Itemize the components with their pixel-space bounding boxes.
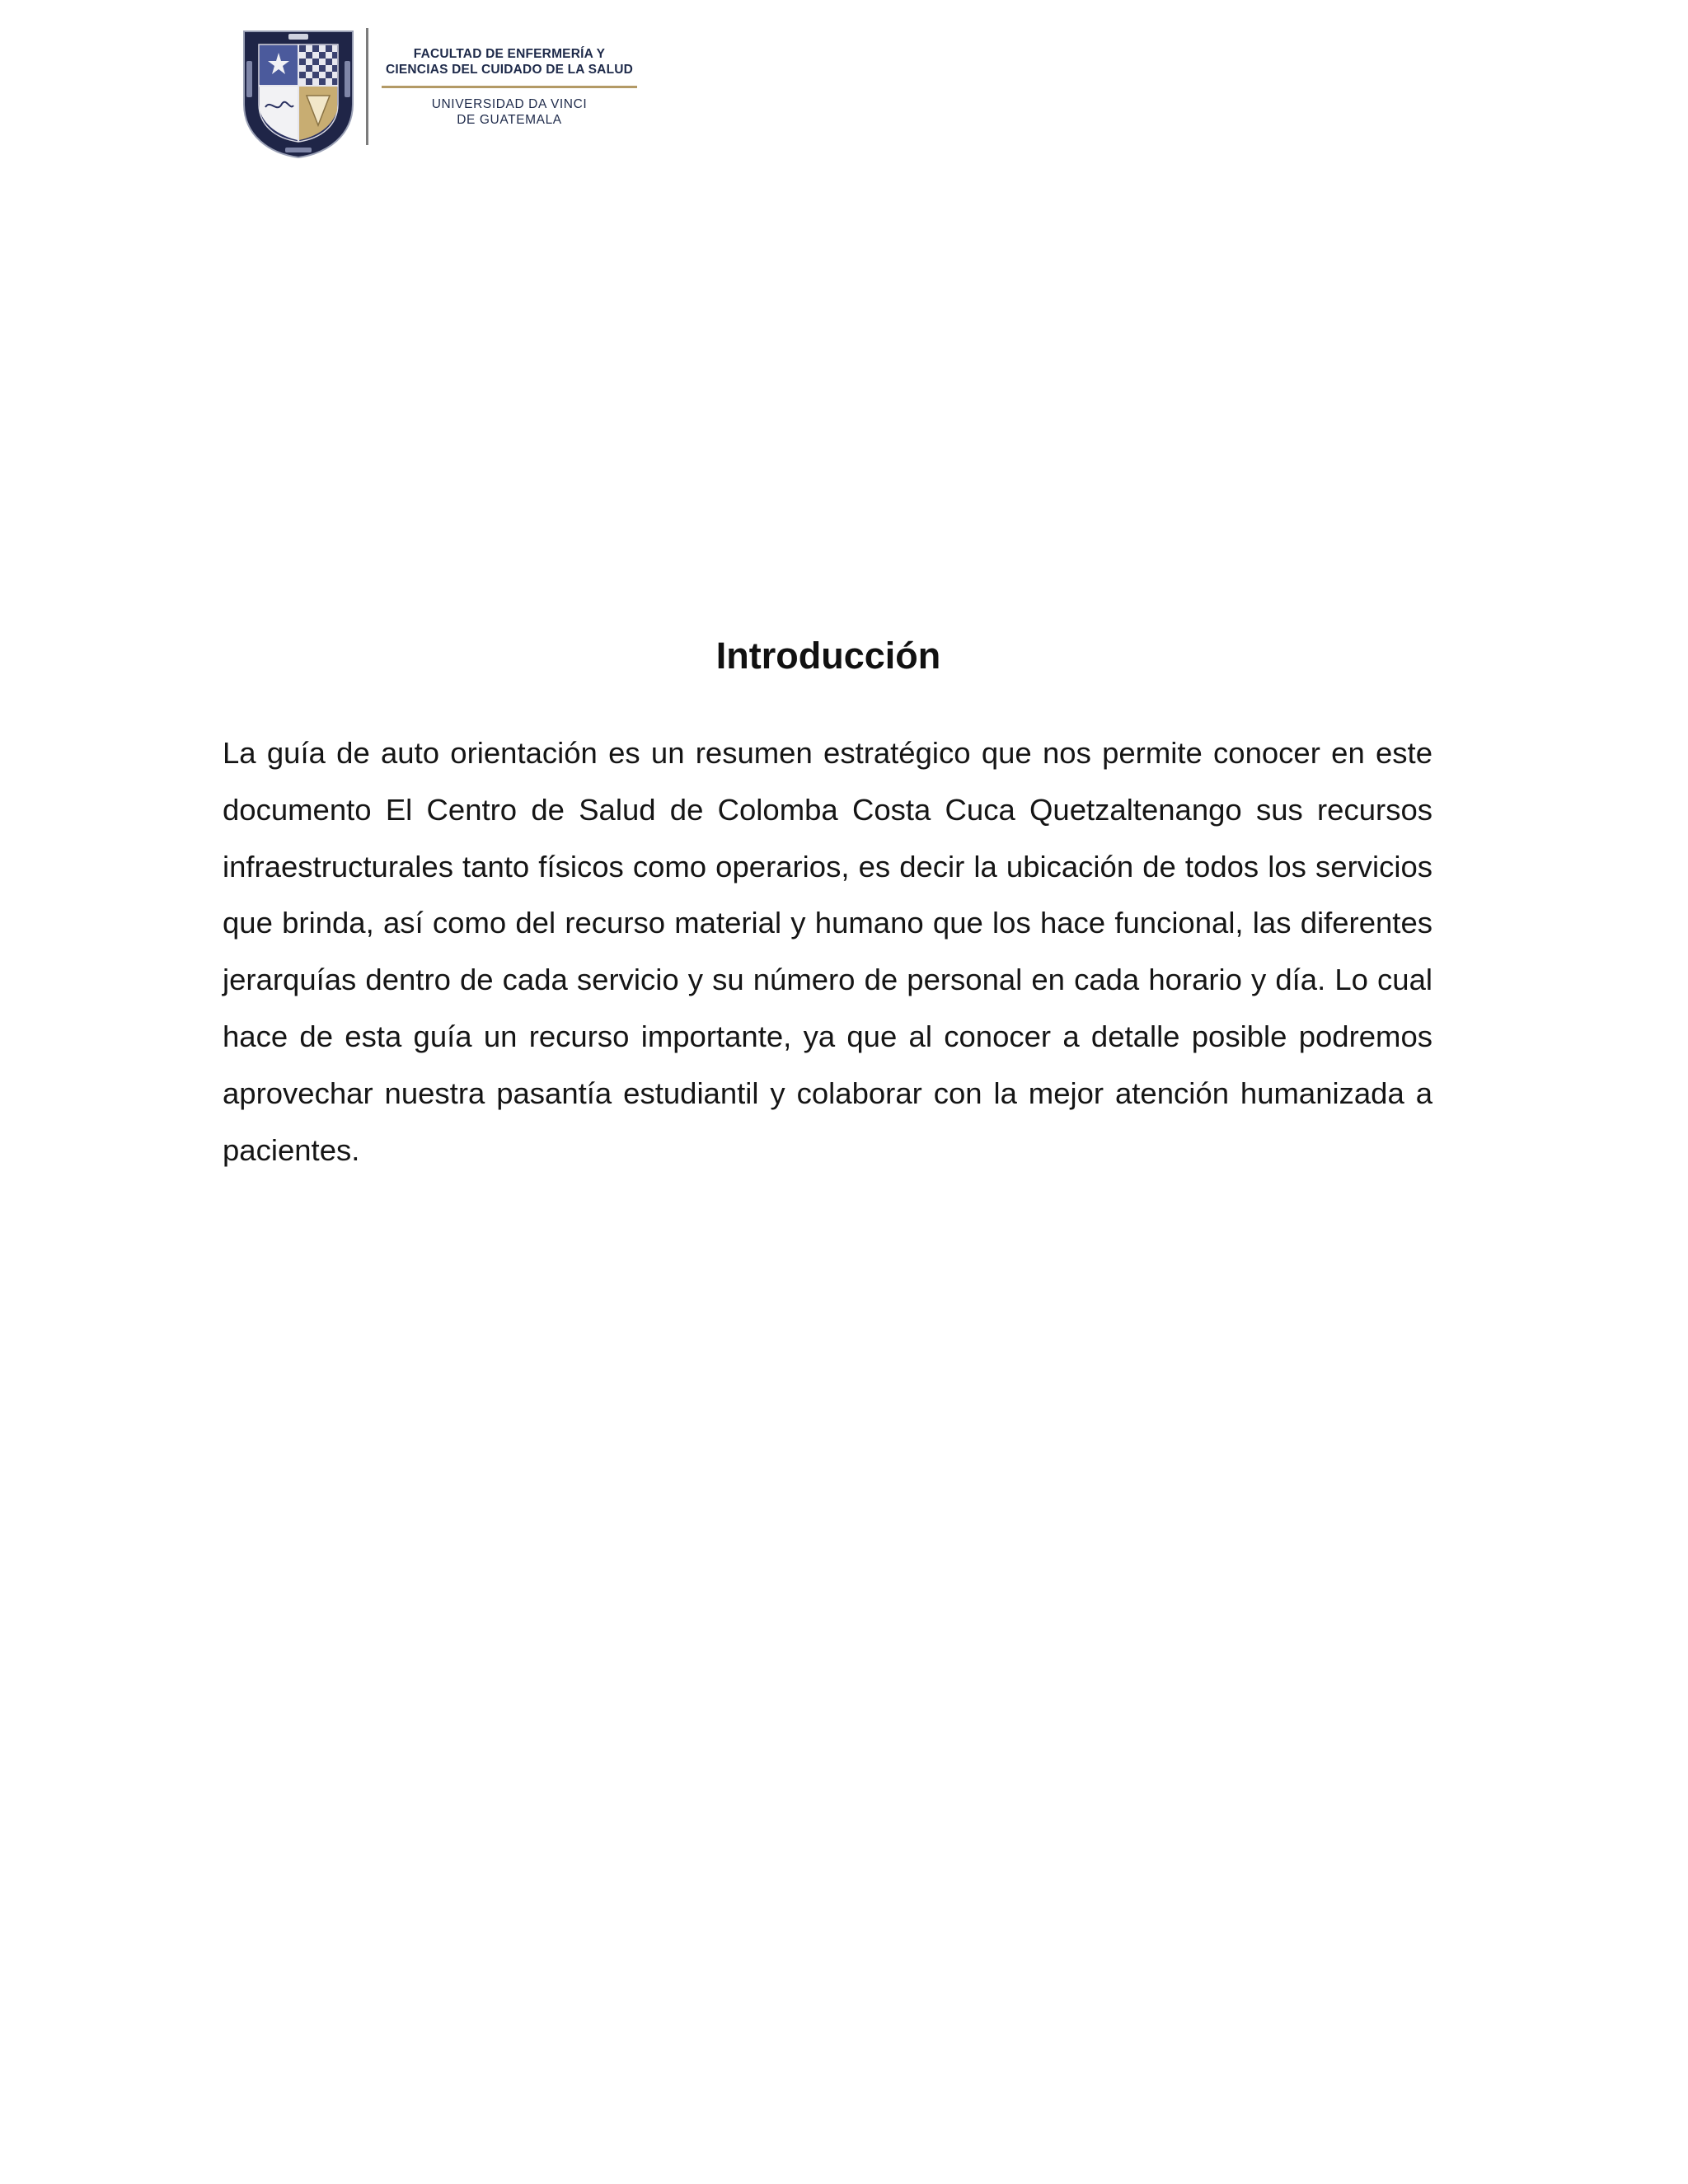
faculty-name-line-1: FACULTAD DE ENFERMERÍA Y (413, 47, 606, 61)
university-name-line-1: UNIVERSIDAD DA VINCI (431, 97, 588, 111)
institution-header (241, 25, 645, 165)
institution-name-block (379, 46, 640, 128)
section-title: Introducción (715, 635, 941, 677)
header-divider (366, 28, 368, 145)
university-seal-logo (241, 28, 356, 160)
introduction-paragraph: La guía de auto orientación es un resumen estratégico que nos permite conocer en este documento El Centro de Salud de Colomba Costa Cuca Quetzaltenango sus recursos infraestructurales tanto físicos como operarios, es decir la ubicación de todos los servicios que brinda, así como del recurso material y humano que los hace funcional, las diferentes jerarquías dentro de cada servicio y su número de personal en cada horario y día. Lo cual hace de esta guía un recurso importante, ya que al conocer a detalle posible podremos aprovechar nuestra pasantía estudiantil y colaborar con la mejor atención humanizada a pacientes. (223, 736, 1432, 1167)
faculty-name-line-2: CIENCIAS DEL CUIDADO DE LA SALUD (385, 63, 634, 77)
university-name-line-2: DE GUATEMALA (457, 113, 562, 127)
gold-divider (382, 86, 637, 88)
